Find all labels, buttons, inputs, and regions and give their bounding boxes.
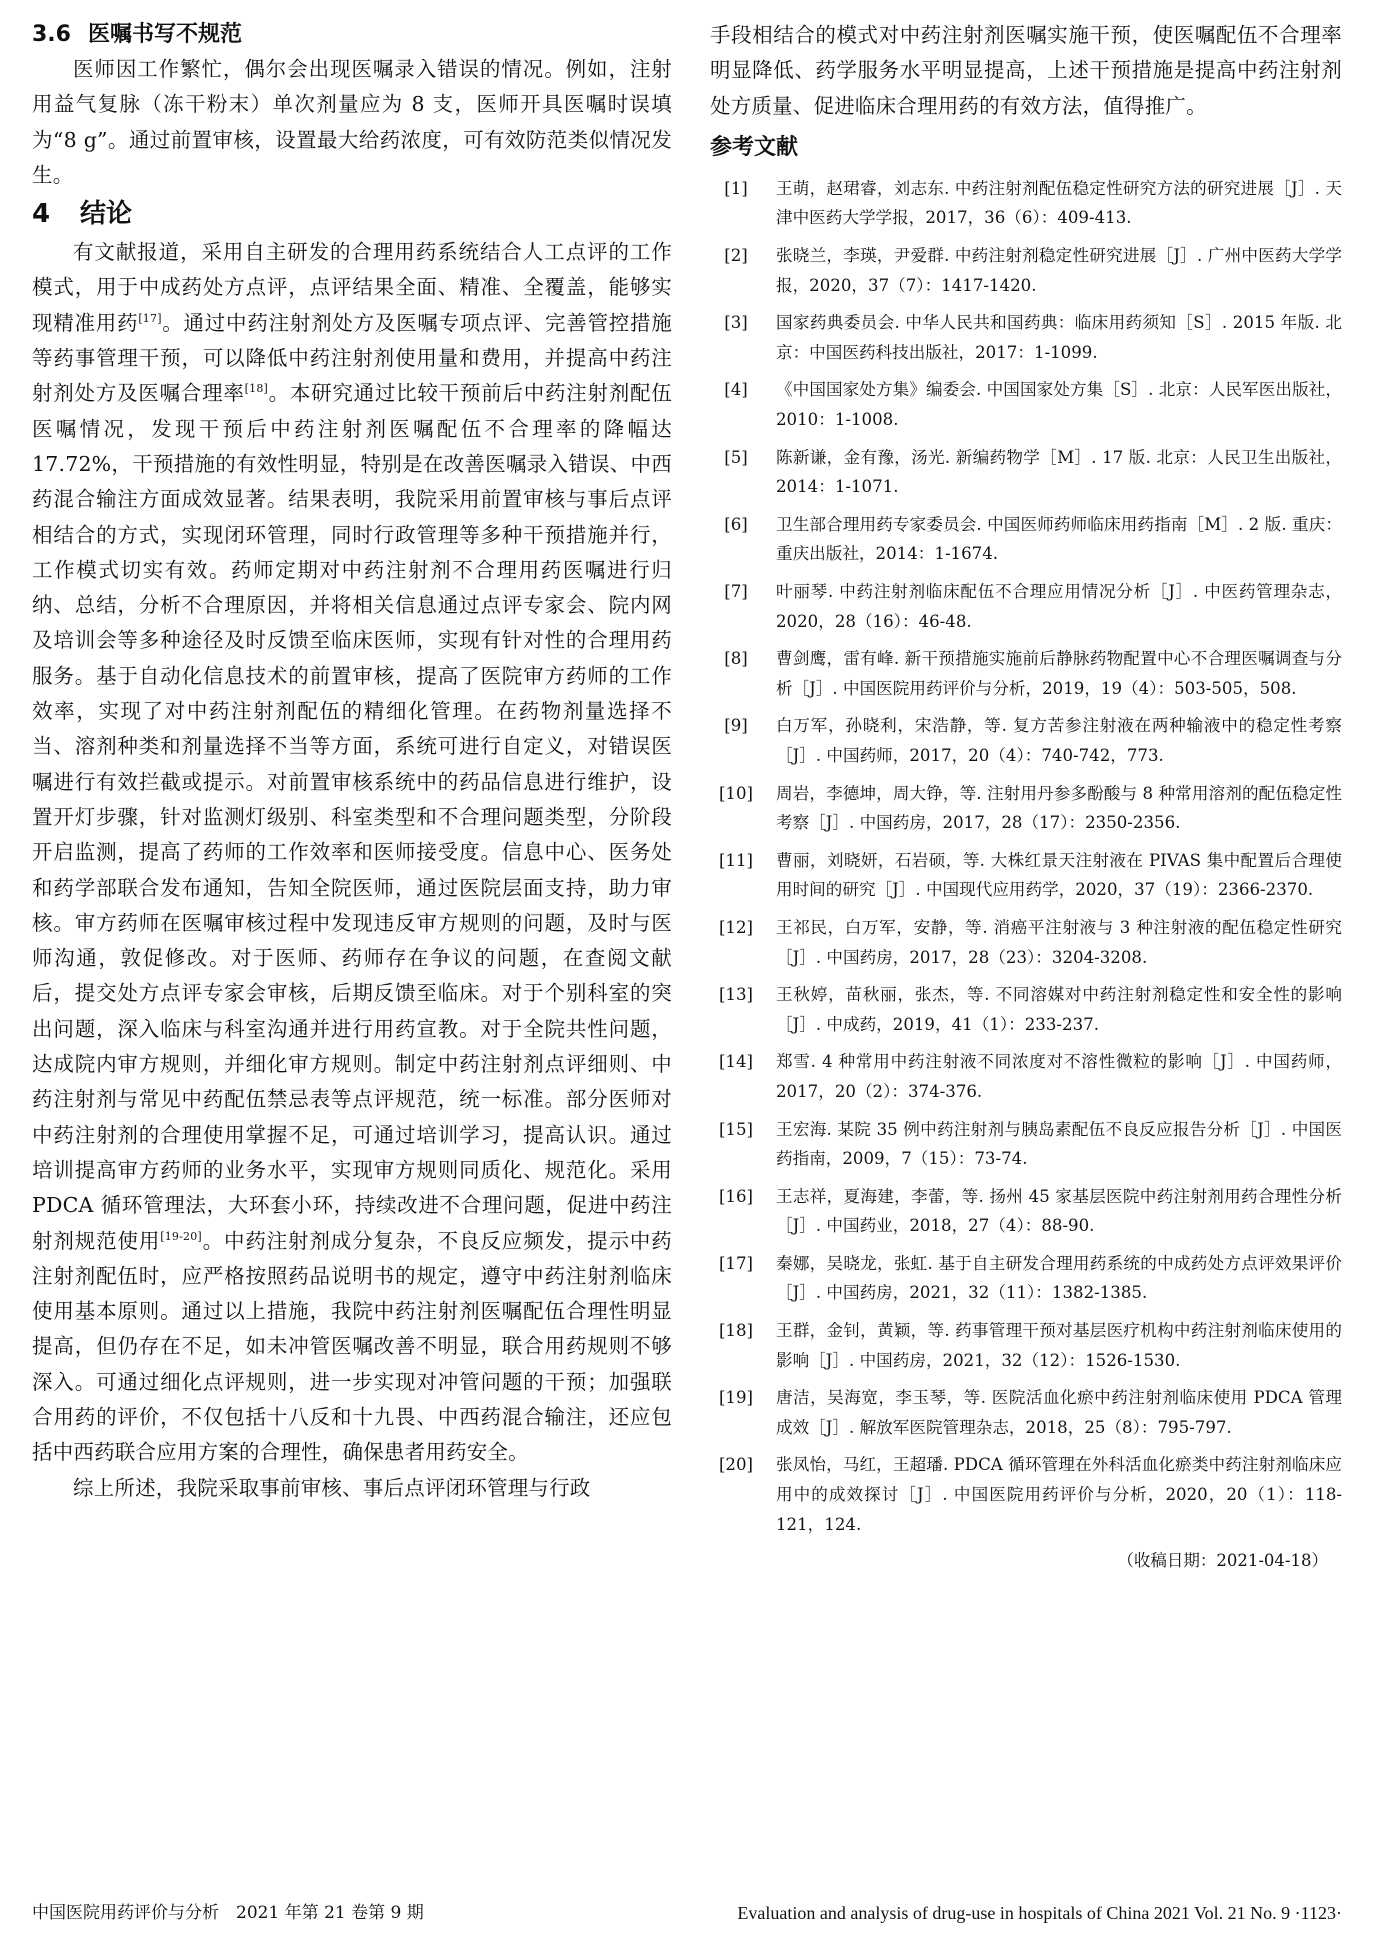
reference-item	[710, 174, 1342, 233]
reference-item	[710, 779, 1342, 838]
reference-number: [9]	[724, 716, 748, 736]
reference-item	[710, 443, 1342, 502]
left-column	[32, 18, 672, 1506]
reference-text: 王祁民，白万军，安静，等. 消癌平注射液与 3 种注射液的配伍稳定性研究［J］. 中国药房，2017，28（23）：3204-3208.	[776, 917, 1342, 967]
reference-item	[710, 644, 1342, 703]
page-footer	[32, 1898, 1342, 1928]
reference-text: 《中国国家处方集》编委会. 中国国家处方集［S］. 北京：人民军医出版社，2010：1-1008.	[776, 380, 1342, 430]
reference-text: 周岩，李德坤，周大铮，等. 注射用丹参多酚酸与 8 种常用溶剂的配伍稳定性考察［J］. 中国药房，2017，28（17）：2350-2356.	[776, 783, 1342, 833]
received-date: （收稿日期：2021-04-18）	[1117, 1551, 1328, 1571]
reference-text: 王群，金钊，黄颖，等. 药事管理干预对基层医疗机构中药注射剂临床使用的影响［J］. 中国药房，2021，32（12）：1526-1530.	[776, 1321, 1342, 1370]
right-column	[710, 18, 1342, 1575]
citation: [18]	[244, 382, 269, 396]
reference-text: 王宏海. 某院 35 例中药注射剂与胰岛素配伍不良反应报告分析［J］. 中国医药指南，2009，7（15）：73-74.	[776, 1119, 1342, 1169]
reference-number: [12]	[718, 917, 754, 937]
reference-text: 曹丽，刘晓妍，石岩硕，等. 大株红景天注射液在 PIVAS 集中配置后合理使用时间的研究［J］. 中国现代应用药学，2020，37（19）：2366-2370.	[776, 850, 1342, 900]
paragraph: 有文献报道，采用自主研发的合理用药系统结合人工点评的工作模式，用于中成药处方点评，点评结果全面、精准、全覆盖，能够实现精准用药[17]。通过中药注射剂处方及医嘱专项点评、完善管控措施等药事管理干预，可以降低中药注射剂使用量和费用，并提高中药注射剂处方及医嘱合理率[18]。本研究通过比较干预前后中药注射剂配伍医嘱情况，发现干预后中药注射剂医嘱配伍不合理率的降幅达 17.72%，干预措施的有效性明显，特别是在改善医嘱录入错误、中西药混合输注方面成效显著。结果表明，我院采用前置审核与事后点评相结合的方式，实现闭环管理，同时行政管理等多种干预措施并行，工作模式切实有效。药师定期对中药注射剂不合理用药医嘱进行归纳、总结，分析不合理原因，并将相关信息通过点评专家会、院内网及培训会等多种途径及时反馈至临床医师，实现有针对性的合理用药服务。基于自动化信息技术的前置审核，提高了医院审方药师的工作效率，实现了对中药注射剂配伍的精细化管理。在药物剂量选择不当、溶剂种类和剂量选择不当等方面，系统可进行自定义，对错误医嘱进行有效拦截或提示。对前置审核系统中的药品信息进行维护，设置开灯步骤，针对监测灯级别、科室类型和不合理问题类型，分阶段开启监测，提高了药师的工作效率和医师接受度。信息中心、医务处和药学部联合发布通知，告知全院医师，通过医院层面支持，助力审核。审方药师在医嘱审核过程中发现违反审方规则的问题，及时与医师沟通，敦促修改。对于医师、药师存在争议的问题，在查阅文献后，提交处方点评专家会审核，后期反馈至临床。对于个别科室的突出问题，深入临床与科室沟通并进行用药宣教。对于全院共性问题，达成院内审方规则，并细化审方规则。制定中药注射剂点评细则、中药注射剂与常见中药配伍禁忌表等点评规范，统一标准。部分医师对中药注射剂的合理使用掌握不足，可通过培训学习，提高认识。通过培训提高审方药师的业务水平，实现审方规则同质化、规范化。采用 PDCA 循环管理法，大环套小环，持续改进不合理问题，促进中药注射剂规范使用[19-20]。中药注射剂成分复杂，不良反应频发，提示中药注射剂配伍时，应严格按照药品说明书的规定，遵守中药注射剂临床使用基本原则。通过以上措施，我院中药注射剂医嘱配伍合理性明显提高，但仍存在不足，如未冲管医嘱改善不明显，联合用药规则不够深入。可通过细化点评规则，进一步实现对冲管问题的干预；加强联合用药的评价，不仅包括十八反和十九畏、中西药混合输注，还应包括中西药联合应用方案的合理性，确保患者用药安全。	[32, 240, 673, 1465]
reference-text: 张凤怡，马红，王超璠. PDCA 循环管理在外科活血化瘀类中药注射剂临床应用中的成效探讨［J］. 中国医院用药评价与分析，2020，20（1）：118-121，124.	[776, 1455, 1342, 1534]
reference-text: 卫生部合理用药专家委员会. 中国医师药师临床用药指南［M］. 2 版. 重庆：重庆出版社，2014：1-1674.	[776, 514, 1342, 564]
reference-number: [8]	[724, 649, 748, 669]
paragraph: 综上所述，我院采取事前审核、事后点评闭环管理与行政	[73, 1475, 591, 1500]
reference-text: 白万军，孙晓利，宋浩静，等. 复方苦参注射液在两种输液中的稳定性考察［J］. 中国药师，2017，20（4）：740-742，773.	[776, 716, 1342, 765]
reference-text: 王志祥，夏海建，李蕾，等. 扬州 45 家基层医院中药注射剂用药合理性分析［J］. 中国药业，2018，27（4）：88-90.	[776, 1186, 1342, 1236]
reference-text: 陈新谦，金有豫，汤光. 新编药物学［M］. 17 版. 北京：人民卫生出版社，2014：1-1071.	[776, 447, 1342, 497]
reference-text: 秦娜，吴晓龙，张虹. 基于自主研发合理用药系统的中成药处方点评效果评价［J］. 中国药房，2021，32（11）：1382-1385.	[776, 1253, 1342, 1303]
reference-text: 张晓兰，李瑛，尹爱群. 中药注射剂稳定性研究进展［J］. 广州中医药大学学报，2020，37（7）：1417-1420.	[776, 246, 1342, 295]
reference-item	[710, 1115, 1342, 1174]
paragraph: 手段相结合的模式对中药注射剂医嘱实施干预，使医嘱配伍不合理率明显降低、药学服务水平明显提高，上述干预措施是提高中药注射剂处方质量、促进临床合理用药的有效方法，值得推广。	[710, 23, 1342, 118]
reference-number: [1]	[724, 178, 748, 198]
journal-name-cn: 中国医院用药评价与分析 2021 年第 21 卷第 9 期	[32, 1903, 424, 1923]
reference-text: 唐洁，吴海宽，李玉琴，等. 医院活血化瘀中药注射剂临床使用 PDCA 管理成效［J］. 解放军医院管理杂志，2018，25（8）：795-797.	[776, 1388, 1342, 1437]
reference-number: [13]	[718, 985, 754, 1005]
reference-number: [2]	[724, 246, 748, 266]
reference-text: 叶丽琴. 中药注射剂临床配伍不合理应用情况分析［J］. 中医药管理杂志，2020，28（16）：46-48.	[776, 582, 1342, 631]
reference-item	[710, 913, 1342, 972]
reference-item	[710, 241, 1342, 300]
section-heading-4: 4 结论	[32, 199, 133, 230]
reference-item	[710, 1450, 1342, 1539]
reference-number: [5]	[724, 447, 748, 467]
citation: [17]	[138, 311, 162, 325]
reference-number: [3]	[724, 313, 748, 333]
section-heading-3-6: 3.6 医嘱书写不规范	[32, 22, 243, 47]
reference-item	[710, 308, 1342, 367]
reference-item	[710, 711, 1342, 770]
reference-text: 国家药典委员会. 中华人民共和国药典：临床用药须知［S］. 2015 年版. 北京：中国医药科技出版社，2017：1-1099.	[776, 313, 1342, 362]
reference-number: [20]	[718, 1455, 754, 1475]
reference-list	[710, 174, 1342, 1539]
reference-text: 曹剑鹰，雷有峰. 新干预措施实施前后静脉药物配置中心不合理医嘱调查与分析［J］. 中国医院用药评价与分析，2019，19（4）：503-505，508.	[776, 649, 1342, 698]
reference-number: [14]	[718, 1052, 754, 1072]
reference-number: [6]	[724, 514, 748, 534]
references-heading: 参考文献	[710, 134, 799, 160]
reference-item	[710, 980, 1342, 1039]
reference-item	[710, 1047, 1342, 1106]
reference-number: [4]	[724, 380, 748, 400]
journal-name-en: Evaluation and analysis of drug-use in hospitals of China 2021 Vol. 21 No. 9 ·1123·	[737, 1903, 1342, 1923]
reference-number: [10]	[718, 783, 754, 803]
reference-number: [16]	[718, 1186, 754, 1206]
reference-number: [15]	[718, 1119, 754, 1139]
reference-item	[710, 577, 1342, 636]
reference-number: [11]	[718, 850, 754, 870]
reference-number: [18]	[718, 1321, 754, 1341]
reference-number: [19]	[718, 1388, 754, 1408]
reference-item	[710, 1182, 1342, 1241]
reference-item	[710, 1249, 1342, 1308]
reference-item	[710, 1383, 1342, 1442]
reference-item	[710, 846, 1342, 905]
reference-item	[710, 375, 1342, 434]
reference-text: 王秋婷，苗秋丽，张杰，等. 不同溶媒对中药注射剂稳定性和安全性的影响［J］. 中成药，2019，41（1）：233-237.	[776, 985, 1342, 1034]
reference-item	[710, 1316, 1342, 1375]
reference-text: 王萌，赵珺睿，刘志东. 中药注射剂配伍稳定性研究方法的研究进展［J］. 天津中医药大学学报，2017，36（6）：409-413.	[776, 178, 1342, 228]
citation: [19-20]	[160, 1229, 202, 1243]
paragraph: 医师因工作繁忙，偶尔会出现医嘱录入错误的情况。例如，注射用益气复脉（冻干粉末）单次剂量应为 8 支，医师开具医嘱时误填为“8 g”。通过前置审核，设置最大给药浓度，可有效防范类似情况发生。	[32, 57, 672, 187]
reference-text: 郑雪. 4 种常用中药注射液不同浓度对不溶性微粒的影响［J］. 中国药师，2017，20（2）：374-376.	[776, 1052, 1342, 1101]
reference-number: [7]	[724, 582, 748, 602]
reference-item	[710, 510, 1342, 569]
reference-number: [17]	[718, 1253, 754, 1273]
